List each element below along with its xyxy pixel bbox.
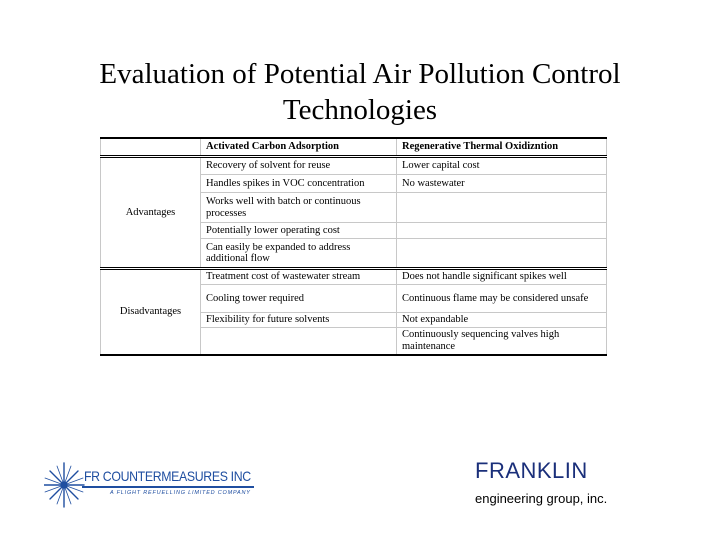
title-line-1: Evaluation of Potential Air Pollution Control xyxy=(99,58,621,90)
franklin-subtitle: engineering group, inc. xyxy=(475,491,608,506)
table-cell: Cooling tower required xyxy=(201,285,397,313)
table-cell: Not expandable xyxy=(397,313,607,328)
fr-company-name: FR COUNTERMEASURES INC xyxy=(84,468,251,484)
advantages-label: Advantages xyxy=(101,157,201,269)
table-header-row xyxy=(101,138,607,157)
table-cell: Continuously sequencing valves high maintenance xyxy=(397,327,607,355)
table-cell xyxy=(397,223,607,239)
table-cell: Recovery of solvent for reuse xyxy=(201,157,397,175)
franklin-logo-text: FRANKLIN xyxy=(475,458,588,483)
table-cell: No wastewater xyxy=(397,175,607,193)
table-cell xyxy=(397,239,607,269)
table-cell xyxy=(201,327,397,355)
title-line-2: Technologies xyxy=(282,94,438,126)
disadvantages-label: Disadvantages xyxy=(101,269,201,356)
table-row xyxy=(101,269,607,285)
header-thermal-oxidation: Regenerative Thermal Oxidizntion xyxy=(397,138,607,157)
table-cell: Works well with batch or continuous processes xyxy=(201,193,397,223)
fr-tagline: A FLIGHT REFUELLING LIMITED COMPANY xyxy=(110,490,251,496)
table-cell: Treatment cost of wastewater stream xyxy=(201,269,397,285)
table-cell xyxy=(397,193,607,223)
table-cell: Flexibility for future solvents xyxy=(201,313,397,328)
table-cell: Can easily be expanded to address additional flow xyxy=(201,239,397,269)
table-cell: Continuous flame may be considered unsafe xyxy=(397,285,607,313)
table-cell: Does not handle significant spikes well xyxy=(397,269,607,285)
table-row xyxy=(101,157,607,175)
slide-title xyxy=(20,56,700,128)
fr-divider xyxy=(82,486,254,488)
table-cell: Potentially lower operating cost xyxy=(201,223,397,239)
header-carbon-adsorption: Activated Carbon Adsorption xyxy=(201,138,397,157)
header-blank xyxy=(101,138,201,157)
table-cell: Handles spikes in VOC concentration xyxy=(201,175,397,193)
evaluation-table xyxy=(100,137,607,356)
table-cell: Lower capital cost xyxy=(397,157,607,175)
